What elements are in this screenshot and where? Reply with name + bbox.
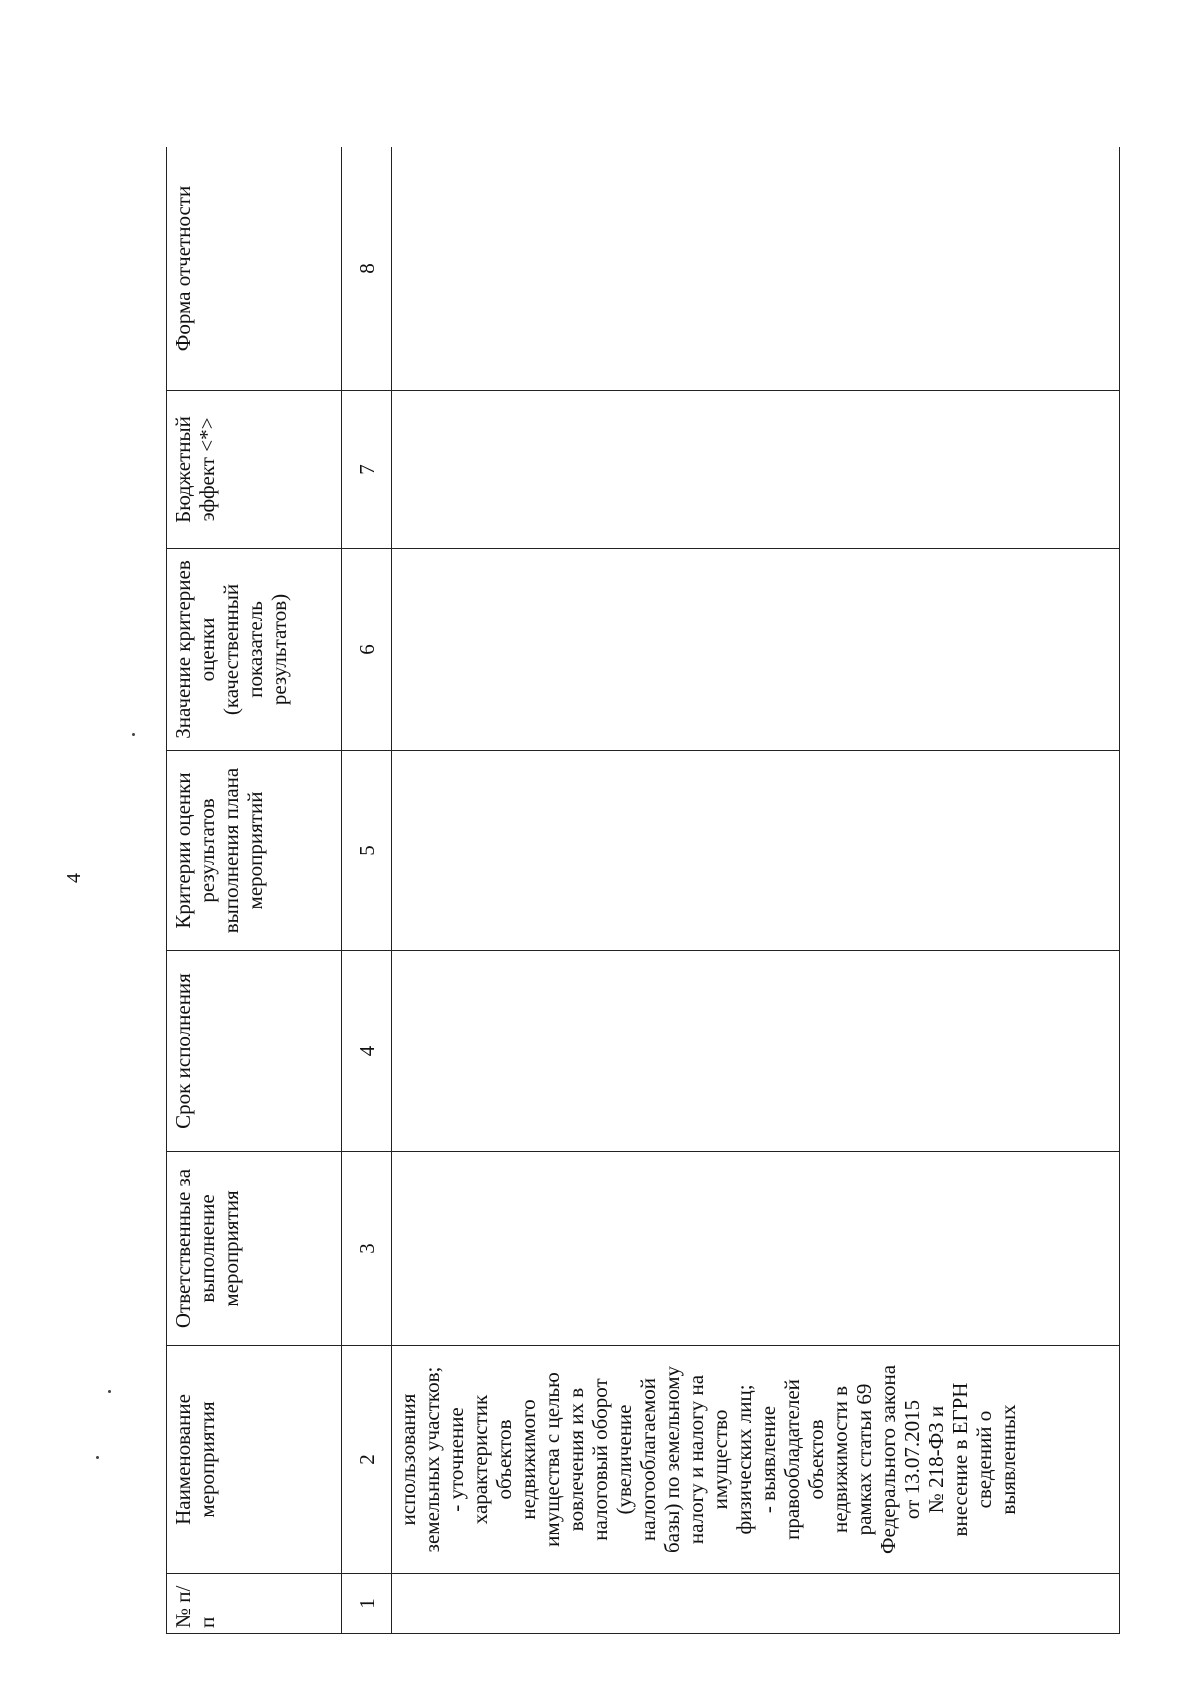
description-line: земельных участков; [419,1366,444,1553]
description-line: использования [395,1393,420,1526]
description-line: налогу и налогу на [683,1374,708,1545]
scan-speck [108,1390,111,1393]
budget-effect-cell [391,391,1119,549]
description-line: физических лиц; [731,1384,756,1535]
header-cell-responsible: Ответственные за выполнение мероприятия [167,1152,342,1346]
measure-description-cell [391,1346,1119,1574]
criteria-value-cell [391,549,1119,751]
description-line: рамках статьи 69 [851,1383,876,1536]
description-line: налогооблагаемой [635,1377,660,1542]
description-line: № 218-ФЗ и [923,1405,948,1514]
rotated-table-container [166,147,1120,1634]
scan-speck [96,1456,99,1459]
column-number-cell: 2 [342,1346,392,1574]
column-number-row [342,147,392,1634]
scan-speck [132,733,135,736]
description-line: - выявление [755,1405,780,1514]
description-line: вовлечения их в [563,1387,588,1532]
header-cell-budget-effect: Бюджетный эффект <*> [167,391,342,549]
description-line: объектов [491,1419,516,1500]
description-line: базы) по земельному [659,1365,684,1554]
header-cell-criteria-value: Значение критериев оценки (качественный показатель результатов) [167,549,342,751]
header-cell-number: № п/п [167,1574,342,1634]
description-line: объектов [803,1419,828,1500]
description-line: имущества с целью [539,1372,564,1547]
description-line: налоговый оборот [587,1378,612,1541]
row-number-cell [391,1574,1119,1634]
description-line: (увеличение [611,1404,636,1515]
header-cell-deadline: Срок исполнения [167,951,342,1152]
responsible-cell [391,1152,1119,1346]
column-number-cell: 1 [342,1574,392,1634]
deadline-cell [391,951,1119,1152]
description-line: недвижимого [515,1399,540,1520]
header-cell-name: Наименование мероприятия [167,1346,342,1574]
description-line: внесение в ЕГРН [947,1382,972,1537]
report-form-cell [391,147,1119,391]
description-line: сведений о [971,1410,996,1509]
description-line: - уточнение [443,1407,468,1512]
column-number-cell: 7 [342,391,392,549]
page-number: 4 [63,873,85,883]
header-cell-criteria: Критерии оценки результатов выполнения плана мероприятий [167,751,342,951]
description-line: правообладателей [779,1379,804,1540]
description-line: от 13.07.2015 [899,1399,924,1520]
column-number-cell: 3 [342,1152,392,1346]
column-number-cell: 6 [342,549,392,751]
description-line: имущество [707,1409,732,1510]
measures-table [166,147,1120,1634]
column-number-cell: 8 [342,147,392,391]
column-number-cell: 4 [342,951,392,1152]
description-line: выявленных [995,1404,1020,1515]
description-line: недвижимости в [827,1385,852,1534]
table-row [391,147,1119,1634]
criteria-cell [391,751,1119,951]
header-row [167,147,342,1634]
description-line: Федерального закона [875,1364,900,1555]
header-cell-report-form: Форма отчетности [167,147,342,391]
description-line: характеристик [467,1394,492,1525]
column-number-cell: 5 [342,751,392,951]
